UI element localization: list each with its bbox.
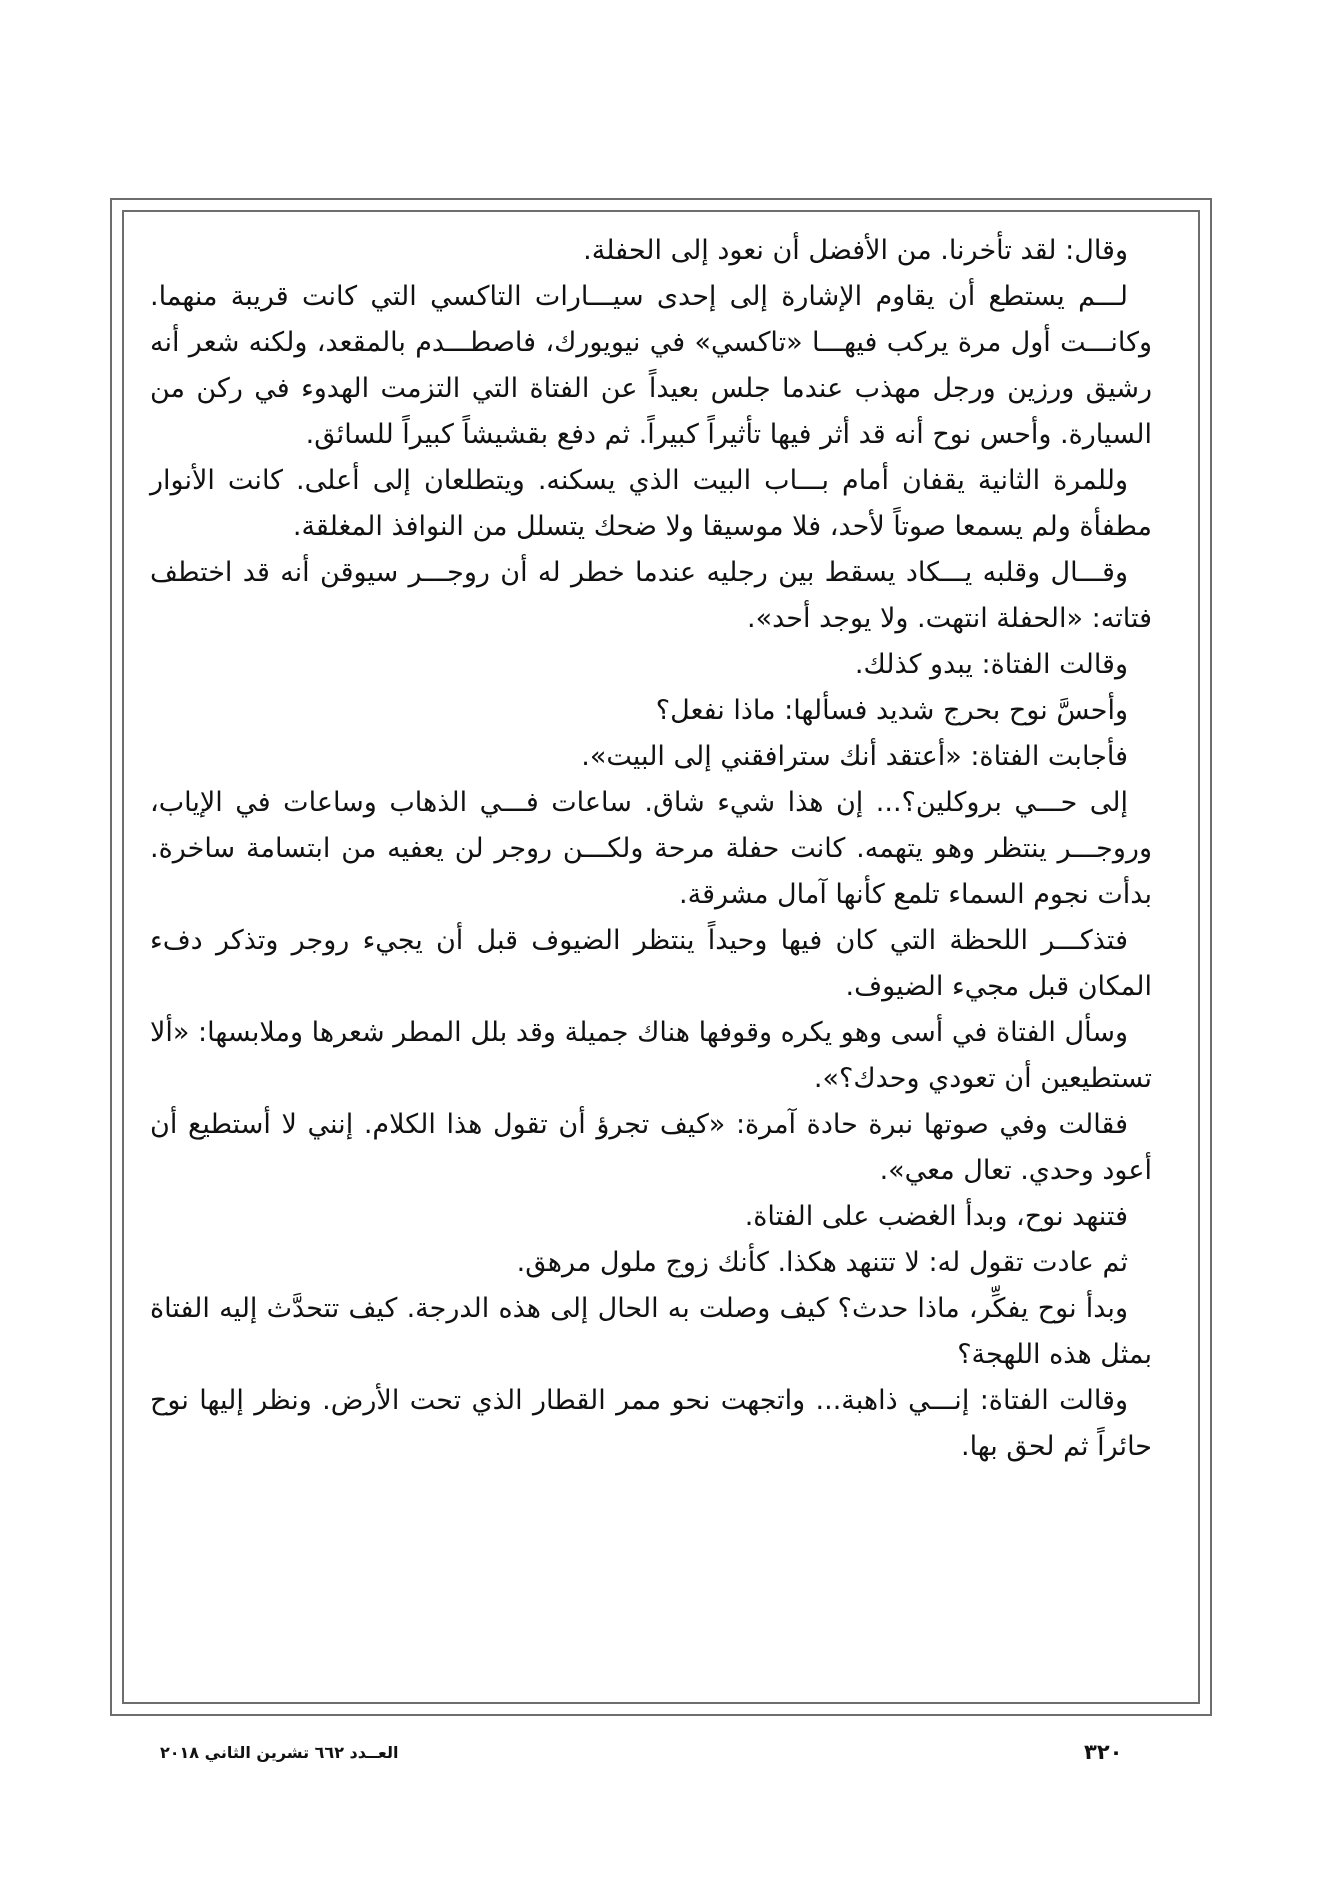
paragraph: وللمرة الثانية يقفان أمام بـــاب البيت الذي يسكنه. ويتطلعان إلى أعلى. كانت الأنوار مطفأة ولم يسمعا صوتاً لأحد، فلا موسيقا ولا ضحك يتسلل من النوافذ المغلقة. — [150, 465, 1152, 542]
paragraph: وقالت الفتاة: يبدو كذلك. — [854, 649, 1128, 680]
paragraph: وقالت الفتاة: إنـــي ذاهبة... واتجهت نحو ممر القطار الذي تحت الأرض. ونظر إليها نوح حائراً ثم لحق بها. — [150, 1385, 1152, 1462]
page-footer — [0, 1740, 1339, 1770]
paragraph: فتنهد نوح، وبدأ الغضب على الفتاة. — [744, 1201, 1128, 1232]
issue-label: العــدد ٦٦٢ تشرين الثاني ٢٠١٨ — [160, 1743, 399, 1762]
paragraph: وقال: لقد تأخرنا. من الأفضل أن نعود إلى الحفلة. — [583, 235, 1128, 266]
paragraph: لـــم يستطع أن يقاوم الإشارة إلى إحدى سيـــارات التاكسي التي كانت قريبة منهما. وكانـــت أول مرة يركب فيهـــا «تاكسي» في نيويورك، فاصطـــدم بالمقعد، ولكنه شعر أنه رشيق ورزين ورجل مهذب عندما جلس بعيداً عن الفتاة التي التزمت الهدوء في ركن من السيارة. وأحس نوح أنه قد أثر فيها تأثيراً كبيراً. ثم دفع بقشيشاً كبيراً للسائق. — [150, 281, 1152, 450]
paragraph: ثم عادت تقول له: لا تتنهد هكذا. كأنك زوج ملول مرهق. — [516, 1247, 1128, 1278]
paragraph: وسأل الفتاة في أسى وهو يكره وقوفها هناك جميلة وقد بلل المطر شعرها وملابسها: «ألا تستطيعين أن تعودي وحدك؟». — [150, 1017, 1152, 1094]
paragraph: وبدأ نوح يفكِّر، ماذا حدث؟ كيف وصلت به الحال إلى هذه الدرجة. كيف تتحدَّث إليه الفتاة بمثل هذه اللهجة؟ — [150, 1293, 1152, 1370]
paragraph: وأحسَّ نوح بحرج شديد فسألها: ماذا نفعل؟ — [655, 695, 1128, 726]
paragraph: وقـــال وقلبه يـــكاد يسقط بين رجليه عندما خطر له أن روجـــر سيوقن أنه قد اختطف فتاته: «الحفلة انتهت. ولا يوجد أحد». — [150, 557, 1152, 634]
paragraph: فتذكـــر اللحظة التي كان فيها وحيداً ينتظر الضيوف قبل أن يجيء روجر وتذكر دفء المكان قبل مجيء الضيوف. — [150, 925, 1152, 1002]
paragraph: فأجابت الفتاة: «أعتقد أنك سترافقني إلى البيت». — [581, 741, 1128, 772]
article-body — [150, 228, 1152, 1470]
paragraph: إلى حـــي بروكلين؟... إن هذا شيء شاق. ساعات فـــي الذهاب وساعات في الإياب، وروجـــر ينتظر وهو يتهمه. كانت حفلة مرحة ولكـــن روجر لن يعفيه من ابتسامة ساخرة. بدأت نجوم السماء تلمع كأنها آمال مشرقة. — [150, 787, 1152, 910]
paragraph: فقالت وفي صوتها نبرة حادة آمرة: «كيف تجرؤ أن تقول هذا الكلام. إنني لا أستطيع أن أعود وحدي. تعال معي». — [150, 1109, 1152, 1186]
page-number: ٣٢٠ — [1084, 1740, 1123, 1764]
